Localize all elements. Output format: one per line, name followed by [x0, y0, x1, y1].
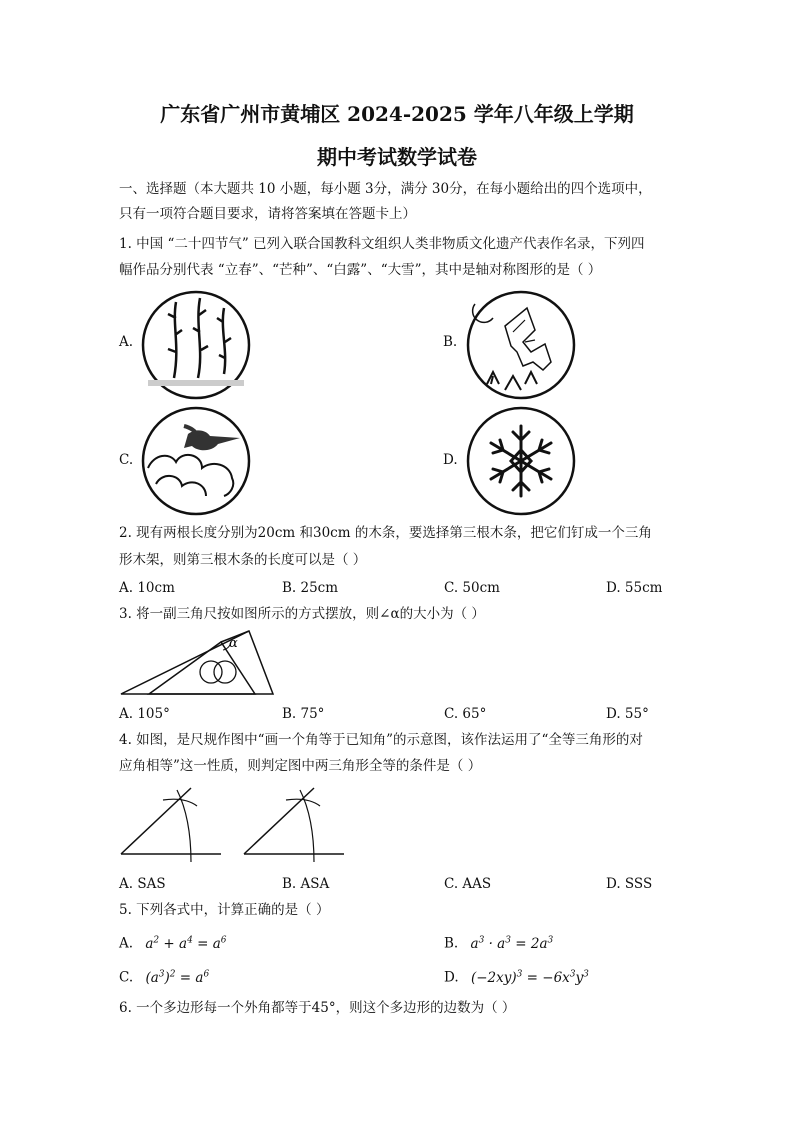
section-heading: 一、选择题（本大题共 10 小题，每小题 3分，满分 30分，在每小题给出的四个选项中， [119, 181, 652, 197]
q4-option-a: A. SAS [119, 876, 166, 892]
q2-option-d: D. 55cm [606, 580, 663, 596]
q5-option-a-letter: A. [119, 935, 134, 952]
q3-option-d: D. 55° [606, 706, 649, 722]
q5-option-d-letter: D. [444, 969, 459, 986]
q2-option-b: B. 25cm [282, 580, 339, 596]
q1-stem-line1: 1. 中国 “二十四节气” 已列入联合国教科文组织人类非物质文化遗产代表作名录，下列四 [119, 236, 645, 252]
q1-option-a-label: A. [119, 334, 134, 350]
q2-option-a: A. 10cm [119, 580, 175, 596]
q5-option-a [119, 931, 227, 953]
q6-stem: 6. 一个多边形每一个外角都等于45°，则这个多边形的边数为（ ） [119, 1000, 516, 1016]
q2-stem-line2: 形木架，则第三根木条的长度可以是（ ） [119, 552, 367, 568]
q5-option-b-formula: $a^3 \cdot a^3 = 2a^3$ [470, 935, 554, 952]
q1-option-d-figure-daxue [465, 406, 577, 516]
q5-option-c-letter: C. [119, 969, 134, 986]
q4-angle-construction-figure-1 [119, 782, 224, 864]
section-heading-2: 只有一项符合题目要求，请将答案填在答题卡上） [119, 206, 416, 222]
q1-option-b-figure-mangzhong [465, 290, 577, 400]
q5-stem: 5. 下列各式中，计算正确的是（ ） [119, 902, 330, 918]
q4-stem-line1: 4. 如图，是尺规作图中“画一个角等于已知角”的示意图，该作法运用了“全等三角形的对 [119, 732, 643, 748]
q1-option-a-figure-lichun [140, 290, 252, 400]
q3-option-b: B. 75° [282, 706, 325, 722]
q1-option-c-label: C. [119, 452, 134, 468]
q5-option-a-formula: $a^2 + a^4 = a^6$ [145, 935, 227, 952]
q1-option-b-label: B. [443, 334, 458, 350]
q4-option-b: B. ASA [282, 876, 330, 892]
q1-stem-line2: 幅作品分别代表 “立春”、“芒种”、“白露”、“大雪”，其中是轴对称图形的是（ ） [119, 262, 602, 278]
q3-option-c: C. 65° [444, 706, 487, 722]
q2-option-c: C. 50cm [444, 580, 500, 596]
q3-stem: 3. 将一副三角尺按如图所示的方式摆放，则∠α的大小为（ ） [119, 606, 485, 622]
q4-option-c: C. AAS [444, 876, 492, 892]
q5-option-c-formula: $(a^3)^2 = a^6$ [145, 969, 210, 986]
q4-angle-construction-figure-2 [242, 782, 347, 864]
q1-option-c-figure-bailu [140, 406, 252, 516]
q2-stem-line1: 2. 现有两根长度分别为20cm 和30cm 的木条，要选择第三根木条，把它们钉成一个三角 [119, 525, 652, 541]
paper-title-line2: 期中考试数学试卷 [317, 145, 477, 169]
q5-option-d-formula: $(-2xy)^3 = -6x^3y^3$ [470, 969, 589, 986]
q1-option-d-label: D. [443, 452, 458, 468]
q5-option-d [444, 965, 589, 987]
q5-option-b [444, 931, 553, 953]
q5-option-b-letter: B. [444, 935, 459, 952]
q3-option-a: A. 105° [119, 706, 170, 722]
paper-title-line1: 广东省广州市黄埔区 2024-2025 学年八年级上学期 [160, 102, 634, 126]
q4-stem-line2: 应角相等”这一性质，则判定图中两三角形全等的条件是（ ） [119, 758, 482, 774]
q3-alpha-label: α [229, 636, 238, 651]
q5-option-c [119, 965, 209, 987]
q4-option-d: D. SSS [606, 876, 653, 892]
q3-triangle-rulers-figure [119, 628, 279, 698]
